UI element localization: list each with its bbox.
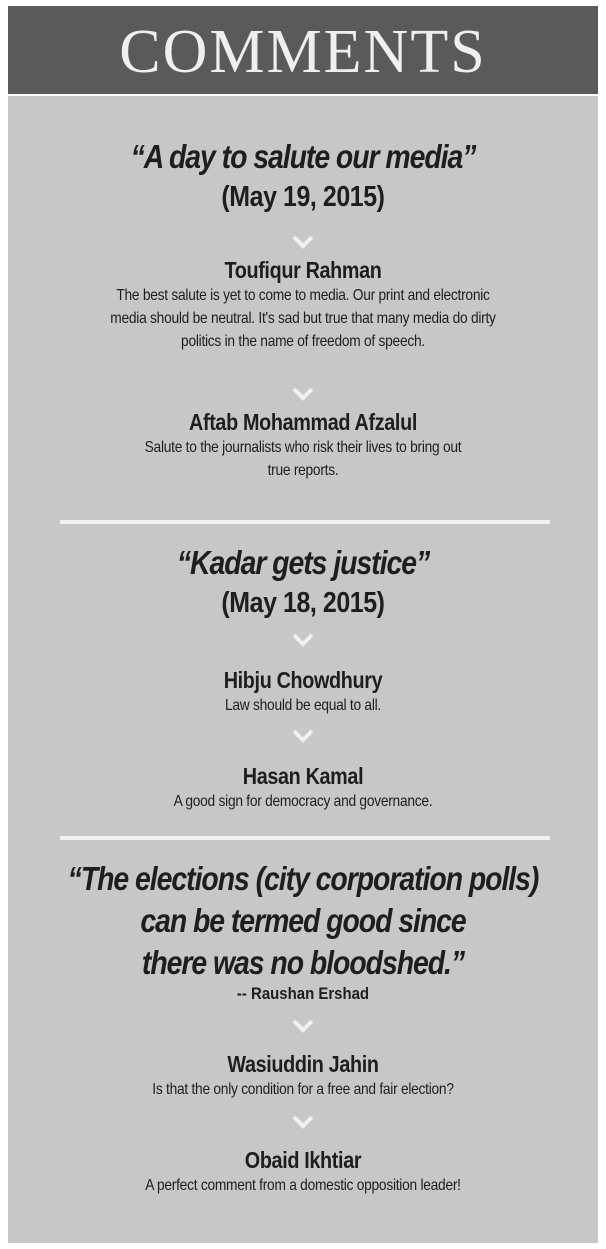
section-headline: “Kadar gets justice” bbox=[176, 544, 430, 581]
comment-item bbox=[8, 762, 598, 813]
comment-author: Wasiuddin Jahin bbox=[227, 1051, 379, 1077]
section-kadar-justice bbox=[8, 542, 598, 622]
section-date: (May 18, 2015) bbox=[221, 587, 385, 619]
divider-arrow bbox=[8, 1114, 598, 1130]
chevron-down-icon bbox=[291, 1018, 315, 1034]
section-divider bbox=[60, 836, 550, 840]
comment-item bbox=[8, 408, 598, 482]
comment-text-line: A perfect comment from a domestic opposition leader! bbox=[145, 1177, 461, 1194]
section-divider bbox=[60, 520, 550, 524]
comment-text-line: The best salute is yet to come to media. Our print and electronic bbox=[116, 287, 490, 304]
chevron-down-icon bbox=[291, 386, 315, 402]
comment-author: Toufiqur Rahman bbox=[224, 257, 382, 283]
section-headline: “A day to salute our media” bbox=[130, 138, 476, 175]
comment-item bbox=[8, 1146, 598, 1197]
section-headline: can be termed good since bbox=[140, 902, 466, 939]
comment-item bbox=[8, 1050, 598, 1101]
quote-attribution: -- Raushan Ershad bbox=[236, 984, 370, 1003]
section-elections-quote bbox=[8, 858, 598, 1004]
comment-author: Aftab Mohammad Afzalul bbox=[189, 409, 417, 435]
comment-author: Hasan Kamal bbox=[242, 763, 364, 789]
comment-author: Hibju Chowdhury bbox=[223, 667, 383, 693]
divider-arrow bbox=[8, 386, 598, 402]
divider-arrow bbox=[8, 1018, 598, 1034]
chevron-down-icon bbox=[291, 1114, 315, 1130]
header-banner bbox=[8, 6, 598, 94]
comment-text-line: politics in the name of freedom of speech. bbox=[181, 333, 425, 350]
comment-text-line: Law should be equal to all. bbox=[225, 697, 381, 714]
comment-item bbox=[8, 256, 598, 353]
comment-text-line: media should be neutral. It's sad but true that many media do dirty bbox=[110, 310, 496, 327]
chevron-down-icon bbox=[291, 728, 315, 744]
comment-text-line: Is that the only condition for a free and fair election? bbox=[152, 1081, 454, 1098]
divider-arrow bbox=[8, 728, 598, 744]
comments-panel bbox=[8, 96, 598, 1243]
divider-arrow bbox=[8, 632, 598, 648]
section-headline: there was no bloodshed.” bbox=[141, 944, 465, 981]
comment-text-line: Salute to the journalists who risk their lives to bring out bbox=[144, 439, 462, 456]
page-title: COMMENTS bbox=[119, 18, 487, 86]
comment-text-line: A good sign for democracy and governance. bbox=[173, 793, 433, 810]
comment-item bbox=[8, 666, 598, 717]
comment-text-line: true reports. bbox=[267, 462, 339, 479]
chevron-down-icon bbox=[291, 632, 315, 648]
divider-arrow bbox=[8, 234, 598, 250]
section-media-salute bbox=[8, 136, 598, 216]
section-date: (May 19, 2015) bbox=[221, 181, 385, 213]
section-headline: “The elections (city corporation polls) bbox=[67, 860, 539, 897]
comment-author: Obaid Ikhtiar bbox=[244, 1147, 362, 1173]
chevron-down-icon bbox=[291, 234, 315, 250]
